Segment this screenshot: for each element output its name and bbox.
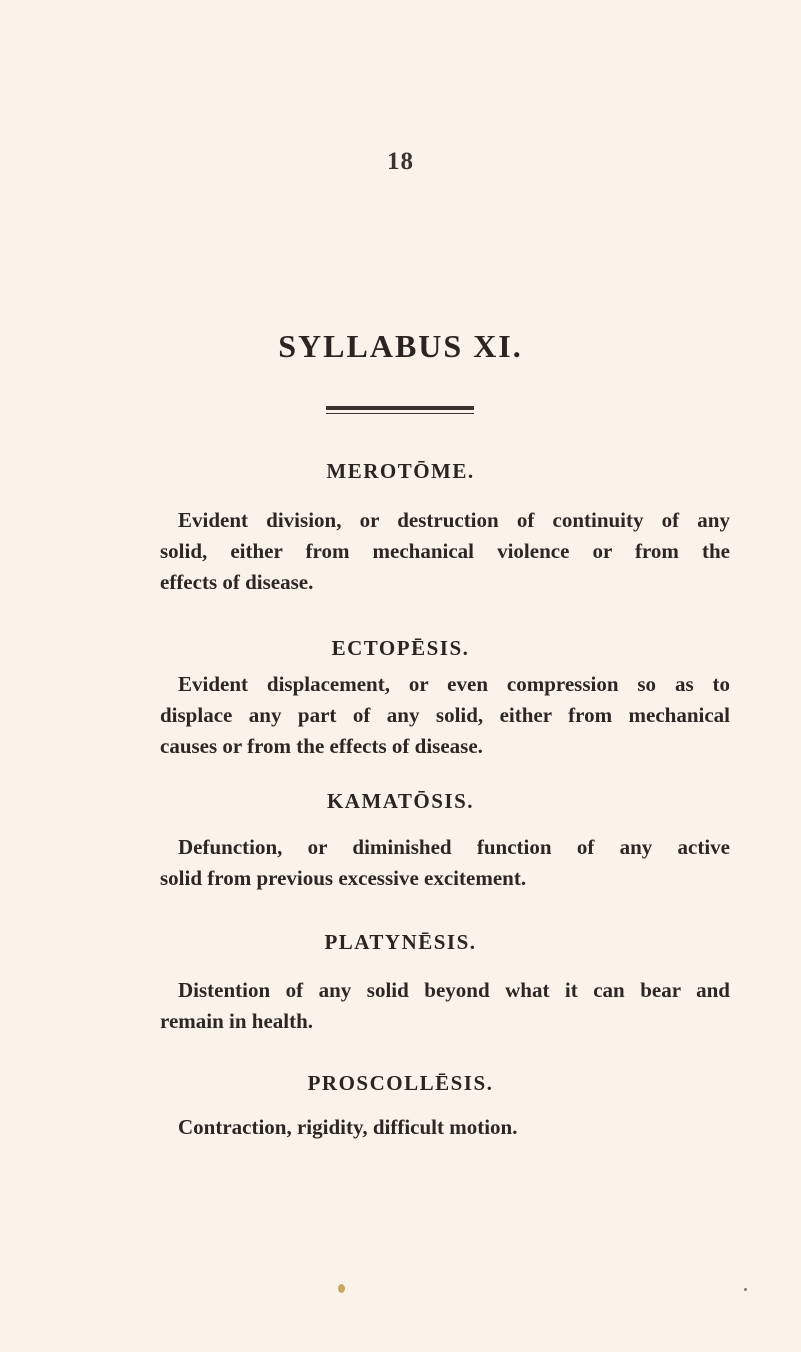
section-heading-proscollesis: PROSCOLLĒSIS. — [307, 1071, 494, 1095]
section-heading-merotome: MEROTŌME. — [326, 459, 475, 483]
section-heading-kamatosis: KAMATŌSIS. — [326, 789, 475, 813]
section-text-merotome — [160, 505, 730, 598]
paper-speck — [744, 1288, 747, 1291]
page-number: 18 — [387, 148, 414, 175]
title-rule — [326, 406, 474, 410]
section-text-kamatosis — [160, 832, 730, 894]
section-text-ectopesis — [160, 669, 730, 762]
text-line: Contraction, rigidity, difficult motion. — [178, 1115, 518, 1139]
section-heading-ectopesis: ECTOPĒSIS. — [331, 636, 470, 660]
text-line: Distention of any solid beyond what it can bear and — [178, 978, 730, 1002]
text-line: solid, either from mechanical violence or from the — [160, 539, 730, 563]
text-line: Evident division, or destruction of continuity of any — [178, 508, 730, 532]
section-heading-platynesis: PLATYNĒSIS. — [324, 930, 477, 954]
text-line: solid from previous excessive excitement. — [160, 866, 527, 890]
text-line: causes or from the effects of disease. — [160, 734, 483, 758]
text-line: displace any part of any solid, either from mechanical — [160, 703, 730, 727]
paper-speck — [338, 1284, 345, 1293]
title-rule-thin — [326, 413, 474, 414]
section-text-platynesis — [160, 975, 730, 1037]
syllabus-title: SYLLABUS XI. — [278, 328, 523, 364]
text-line: Defunction, or diminished function of any active — [178, 835, 730, 859]
text-line: Evident displacement, or even compression so as to — [178, 672, 730, 696]
section-text-proscollesis — [160, 1112, 730, 1143]
text-line: remain in health. — [160, 1009, 314, 1033]
text-line: effects of disease. — [160, 570, 314, 594]
